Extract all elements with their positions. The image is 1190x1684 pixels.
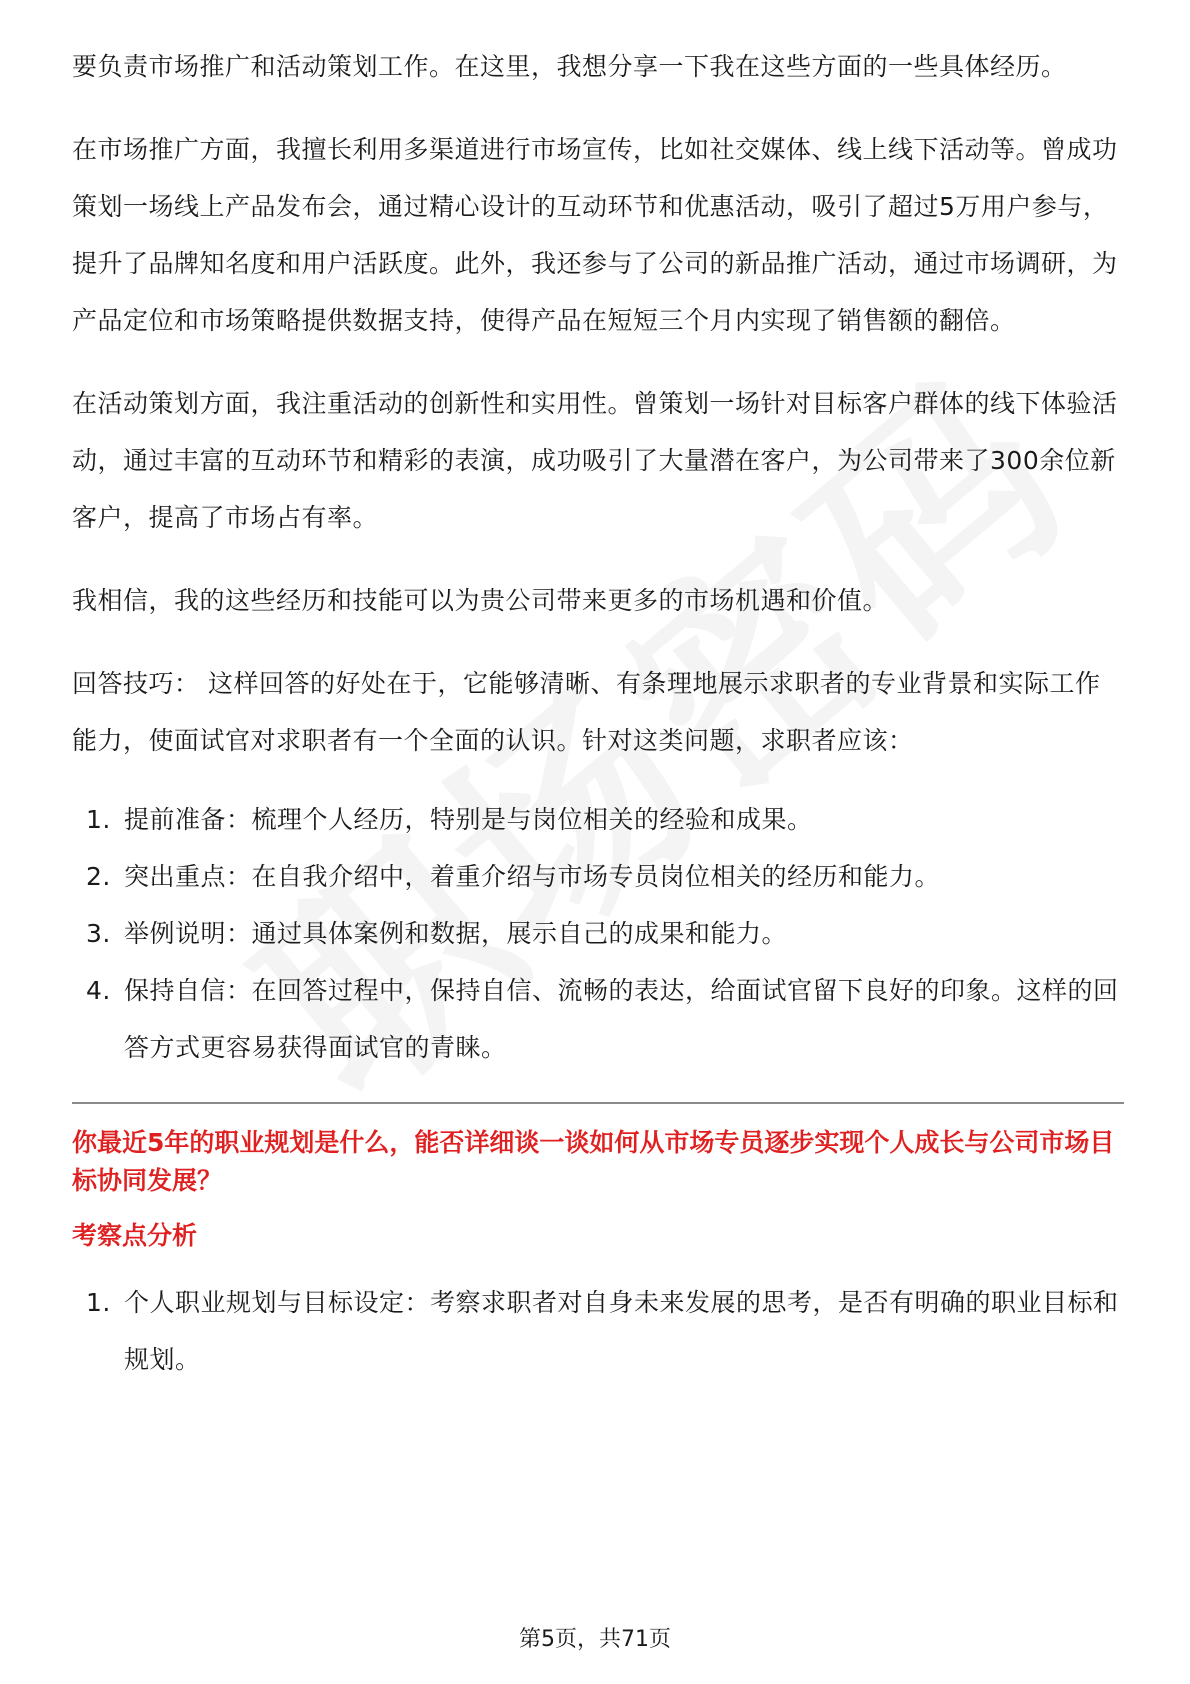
list-item-text: 突出重点：在自我介绍中，着重介绍与市场专员岗位相关的经历和能力。 xyxy=(124,862,941,891)
list-item-number: 3. xyxy=(86,919,111,948)
list-item-text: 举例说明：通过具体案例和数据，展示自己的成果和能力。 xyxy=(124,919,788,948)
paragraph-event-planning: 在活动策划方面，我注重活动的创新性和实用性。曾策划一场针对目标客户群体的线下体验活动，通过丰富的互动环节和精彩的表演，成功吸引了大量潜在客户，为公司带来了300余位新客户，提高了市场占有率。 xyxy=(72,389,1118,532)
list-item xyxy=(72,962,1124,1076)
list-item-number: 1. xyxy=(86,1288,111,1317)
list-item-number: 2. xyxy=(86,862,111,891)
list-item-number: 4. xyxy=(86,976,111,1005)
list-item-number: 1. xyxy=(86,805,111,834)
list-item xyxy=(72,905,1124,962)
analysis-heading: 考察点分析 xyxy=(72,1221,198,1250)
paragraph-market-promotion: 在市场推广方面，我擅长利用多渠道进行市场宣传，比如社交媒体、线上线下活动等。曾成功策划一场线上产品发布会，通过精心设计的互动环节和优惠活动，吸引了超过5万用户参与，提升了品牌知名度和用户活跃度。此外，我还参与了公司的新品推广活动，通过市场调研，为产品定位和市场策略提供数据支持，使得产品在短短三个月内实现了销售额的翻倍。 xyxy=(72,135,1118,335)
page-footer: 第5页，共71页 xyxy=(519,1627,671,1652)
list-item-text: 个人职业规划与目标设定：考察求职者对自身未来发展的思考，是否有明确的职业目标和规划。 xyxy=(124,1288,1119,1374)
list-item xyxy=(72,848,1124,905)
analysis-list xyxy=(72,1274,1124,1388)
paragraph-intro: 要负责市场推广和活动策划工作。在这里，我想分享一下我在这些方面的一些具体经历。 xyxy=(72,52,1067,81)
list-item xyxy=(72,1274,1124,1388)
paragraph-conclusion: 我相信，我的这些经历和技能可以为贵公司带来更多的市场机遇和价值。 xyxy=(72,586,889,615)
tips-list xyxy=(72,791,1124,1076)
paragraph-answer-tips: 回答技巧： 这样回答的好处在于，它能够清晰、有条理地展示求职者的专业背景和实际工作能力，使面试官对求职者有一个全面的认识。针对这类问题，求职者应该： xyxy=(72,669,1101,755)
interview-question: 你最近5年的职业规划是什么，能否详细谈一谈如何从市场专员逐步实现个人成长与公司市场目标协同发展？ xyxy=(72,1128,1115,1195)
section-divider xyxy=(72,1102,1124,1104)
list-item-text: 提前准备：梳理个人经历，特别是与岗位相关的经验和成果。 xyxy=(124,805,813,834)
list-item-text: 保持自信：在回答过程中，保持自信、流畅的表达，给面试官留下良好的印象。这样的回答方式更容易获得面试官的青睐。 xyxy=(124,976,1119,1062)
document-content xyxy=(72,38,1124,1388)
list-item xyxy=(72,791,1124,848)
